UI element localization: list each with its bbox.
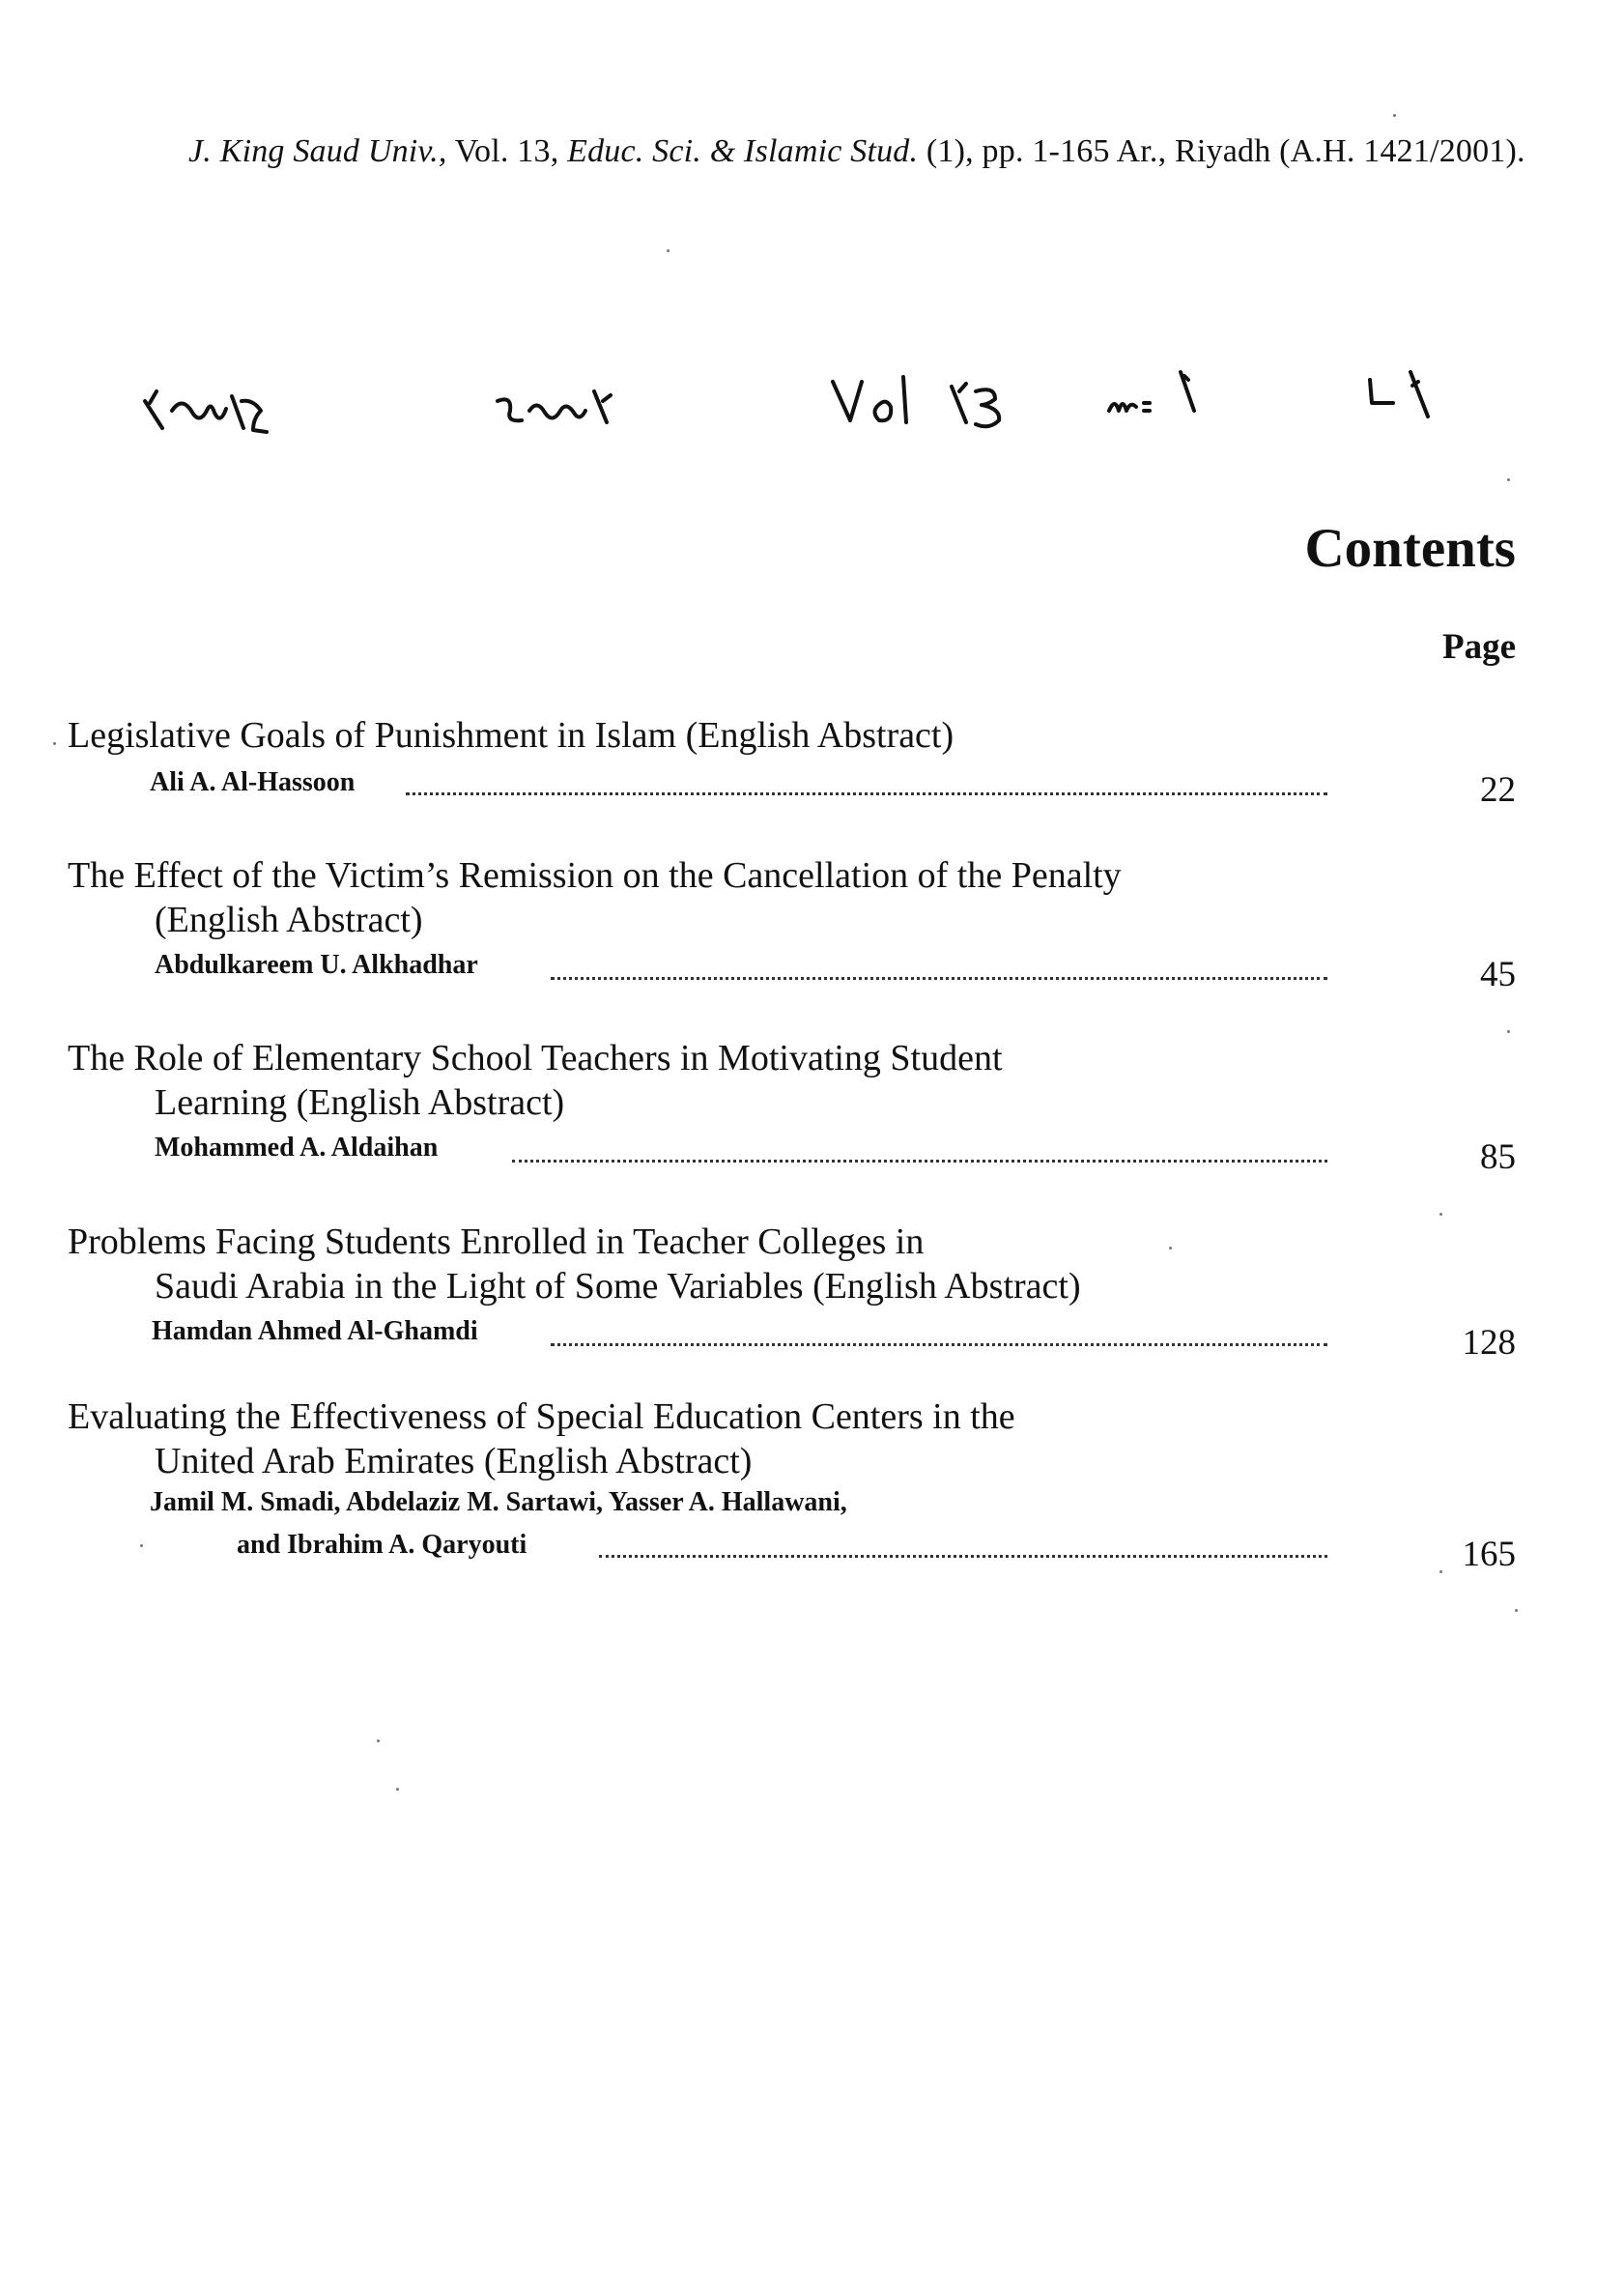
dot-leader <box>512 1160 1327 1163</box>
toc-entry-title-line: The Effect of the Victim’s Remission on the Cancellation of the Penalty <box>68 855 1122 896</box>
toc-entry-author-row <box>0 946 1624 994</box>
handwritten-shelf-mark <box>1370 372 1428 417</box>
toc-entry-authors: Hamdan Ahmed Al-Ghamdi <box>152 1316 490 1347</box>
handwritten-annotation <box>0 343 1624 449</box>
toc-entry-page: 45 <box>1480 955 1516 994</box>
contents-heading: Contents <box>1304 518 1516 579</box>
dot-leader <box>406 792 1327 795</box>
toc-entry-author-row <box>0 1129 1624 1177</box>
page-column-label: Page <box>1441 627 1516 667</box>
journal-section: Educ. Sci. & Islamic Stud. <box>567 133 919 169</box>
toc-entry-authors: and Ibrahim A. Qaryouti <box>237 1530 538 1561</box>
toc-entry-authors: Ali A. Al-Hassoon <box>150 767 366 798</box>
toc-entry-page: 22 <box>1480 770 1516 810</box>
journal-header <box>188 133 1541 170</box>
toc-entry-title-line: Saudi Arabia in the Light of Some Variables (English Abstract) <box>155 1266 1081 1307</box>
handwritten-year-gregorian <box>498 391 611 422</box>
handwritten-issue <box>1109 372 1194 411</box>
dot-leader <box>599 1555 1327 1558</box>
toc-entry-title-line: (English Abstract) <box>155 900 423 940</box>
journal-volume: Vol. 13, <box>454 133 559 169</box>
toc-entry-author-row <box>0 1526 1624 1574</box>
toc-entry-authors: Abdulkareem U. Alkhadhar <box>155 950 490 981</box>
dot-leader <box>551 1343 1327 1346</box>
toc-entry-authors: Jamil M. Smadi, Abdelaziz M. Sartawi, Yasser A. Hallawani, <box>150 1487 859 1518</box>
toc-entry-title-line: Legislative Goals of Punishment in Islam (English Abstract) <box>68 715 954 756</box>
toc-entry-author-row <box>0 763 1624 810</box>
toc-entry-title-line: Problems Facing Students Enrolled in Teacher Colleges in <box>68 1221 925 1262</box>
handwritten-year-hijri <box>145 391 267 432</box>
journal-name: J. King Saud Univ., <box>188 133 447 169</box>
toc-entry-title-line: Learning (English Abstract) <box>155 1082 565 1123</box>
toc-entry-title-line: Evaluating the Effectiveness of Special Education Centers in the <box>68 1396 1015 1437</box>
toc-entry-page: 128 <box>1462 1323 1516 1363</box>
toc-entry-title-line: The Role of Elementary School Teachers in Motivating Student <box>68 1038 1003 1078</box>
toc-entry-title <box>68 853 1324 942</box>
toc-entry-page: 165 <box>1462 1535 1516 1574</box>
toc-entry-title-line: United Arab Emirates (English Abstract) <box>155 1441 753 1481</box>
toc-entry-title <box>68 1036 1324 1125</box>
toc-entry-title <box>68 1220 1324 1308</box>
toc-entry-title <box>68 713 1324 758</box>
toc-entry-author-row <box>0 1483 1624 1526</box>
toc-entry-title <box>68 1394 1324 1483</box>
handwritten-volume <box>833 377 999 426</box>
toc-entry-page: 85 <box>1480 1137 1516 1177</box>
dot-leader <box>551 977 1327 980</box>
toc-entry-author-row <box>0 1312 1624 1363</box>
toc-entry-authors: Mohammed A. Aldaihan <box>155 1133 449 1164</box>
journal-issue-pages: (1), pp. 1-165 Ar., Riyadh (A.H. 1421/2001). <box>926 133 1525 169</box>
